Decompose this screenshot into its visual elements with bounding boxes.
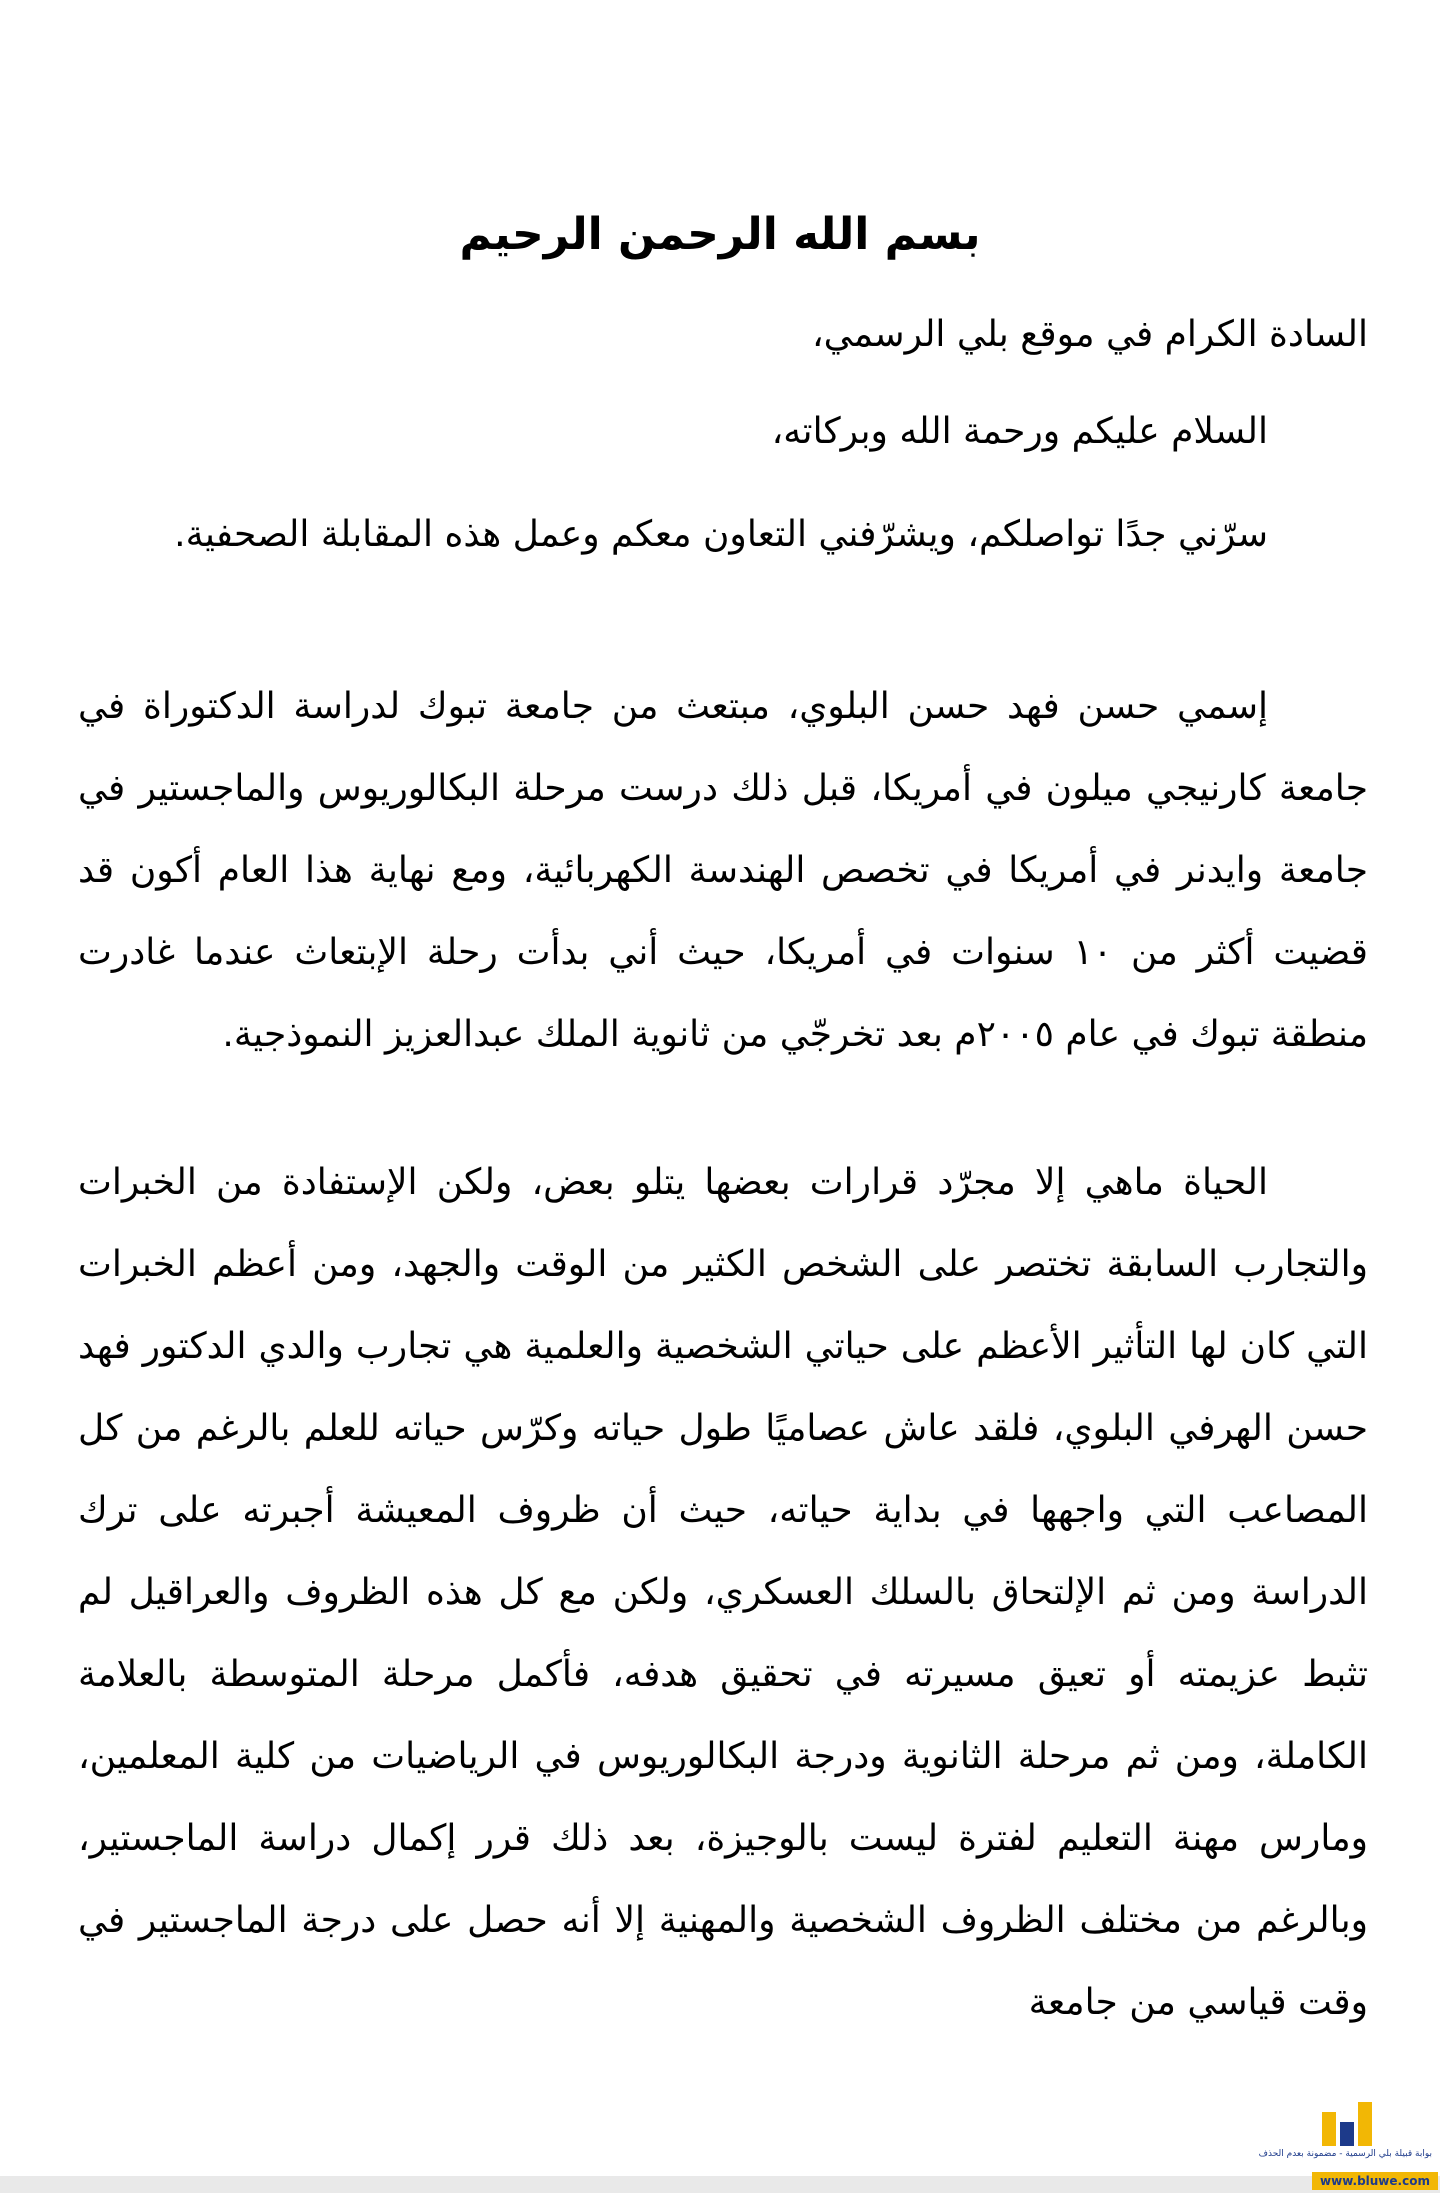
site-watermark-logo [1258,2094,1438,2193]
paragraph-introduction: إسمي حسن فهد حسن البلوي، مبتعث من جامعة تبوك لدراسة الدكتوراة في جامعة كارنيجي ميلون في أمريكا، قبل ذلك درست مرحلة البكالوريوس والماجستير في جامعة وايدنر في أمريكا في تخصص الهندسة الكهربائية، ومع نهاية هذا العام أكون قد قضيت أكثر من ١٠ سنوات في أمريكا، حيث أني بدأت رحلة الإبتعاث عندما غادرت منطقة تبوك في عام ٢٠٠٥م بعد تخرجّي من ثانوية الملك عبدالعزيز النموذجية. [78,686,1369,1055]
salutation-line: السادة الكرام في موقع بلي الرسمي، [811,314,1368,355]
logo-bar [1322,2112,1336,2146]
footer-bar [0,2176,1440,2193]
logo-url: www.bluwe.com [1312,2172,1438,2190]
logo-bar [1358,2102,1372,2146]
logo-tagline: بوابة قبيلة بلي الرسمية - مضمونة بعدم الحذف [1258,2149,1432,2159]
paragraph-father-story: الحياة ماهي إلا مجرّد قرارات بعضها يتلو بعض، ولكن الإستفادة من الخبرات والتجارب السابقة تختصر على الشخص الكثير من الوقت والجهد، ومن أعظم الخبرات التي كان لها التأثير الأعظم على حياتي الشخصية والعلمية هي تجارب والدي الدكتور فهد حسن الهرفي البلوي، فلقد عاش عصاميًا طول حياته وكرّس حياته للعلم بالرغم من كل المصاعب التي واجهها في بداية حياته، حيث أن ظروف المعيشة أجبرته على ترك الدراسة ومن ثم الإلتحاق بالسلك العسكري، ولكن مع كل هذه الظروف والعراقيل لم تثبط عزيمته أو تعيق مسيرته في تحقيق هدفه، فأكمل مرحلة المتوسطة بالعلامة الكاملة، ومن ثم مرحلة الثانوية ودرجة البكالوريوس في الرياضيات من كلية المعلمين، ومارس مهنة التعليم لفترة ليست بالوجيزة، بعد ذلك قرر إكمال دراسة الماجستير، وبالرغم من مختلف الظروف الشخصية والمهنية إلا أنه حصل على درجة الماجستير في وقت قياسي من جامعة [78,1162,1368,2023]
paragraph-thanks: سرّني جدًا تواصلكم، ويشرّفني التعاون معكم وعمل هذه المقابلة الصحفية. [174,514,1268,555]
greeting-line: السلام عليكم ورحمة الله وبركاته، [771,411,1268,452]
logo-bars-icon [1322,2094,1382,2146]
logo-bar [1340,2122,1354,2146]
basmala-heading: بسم الله الرحمن الرحيم [459,209,981,260]
